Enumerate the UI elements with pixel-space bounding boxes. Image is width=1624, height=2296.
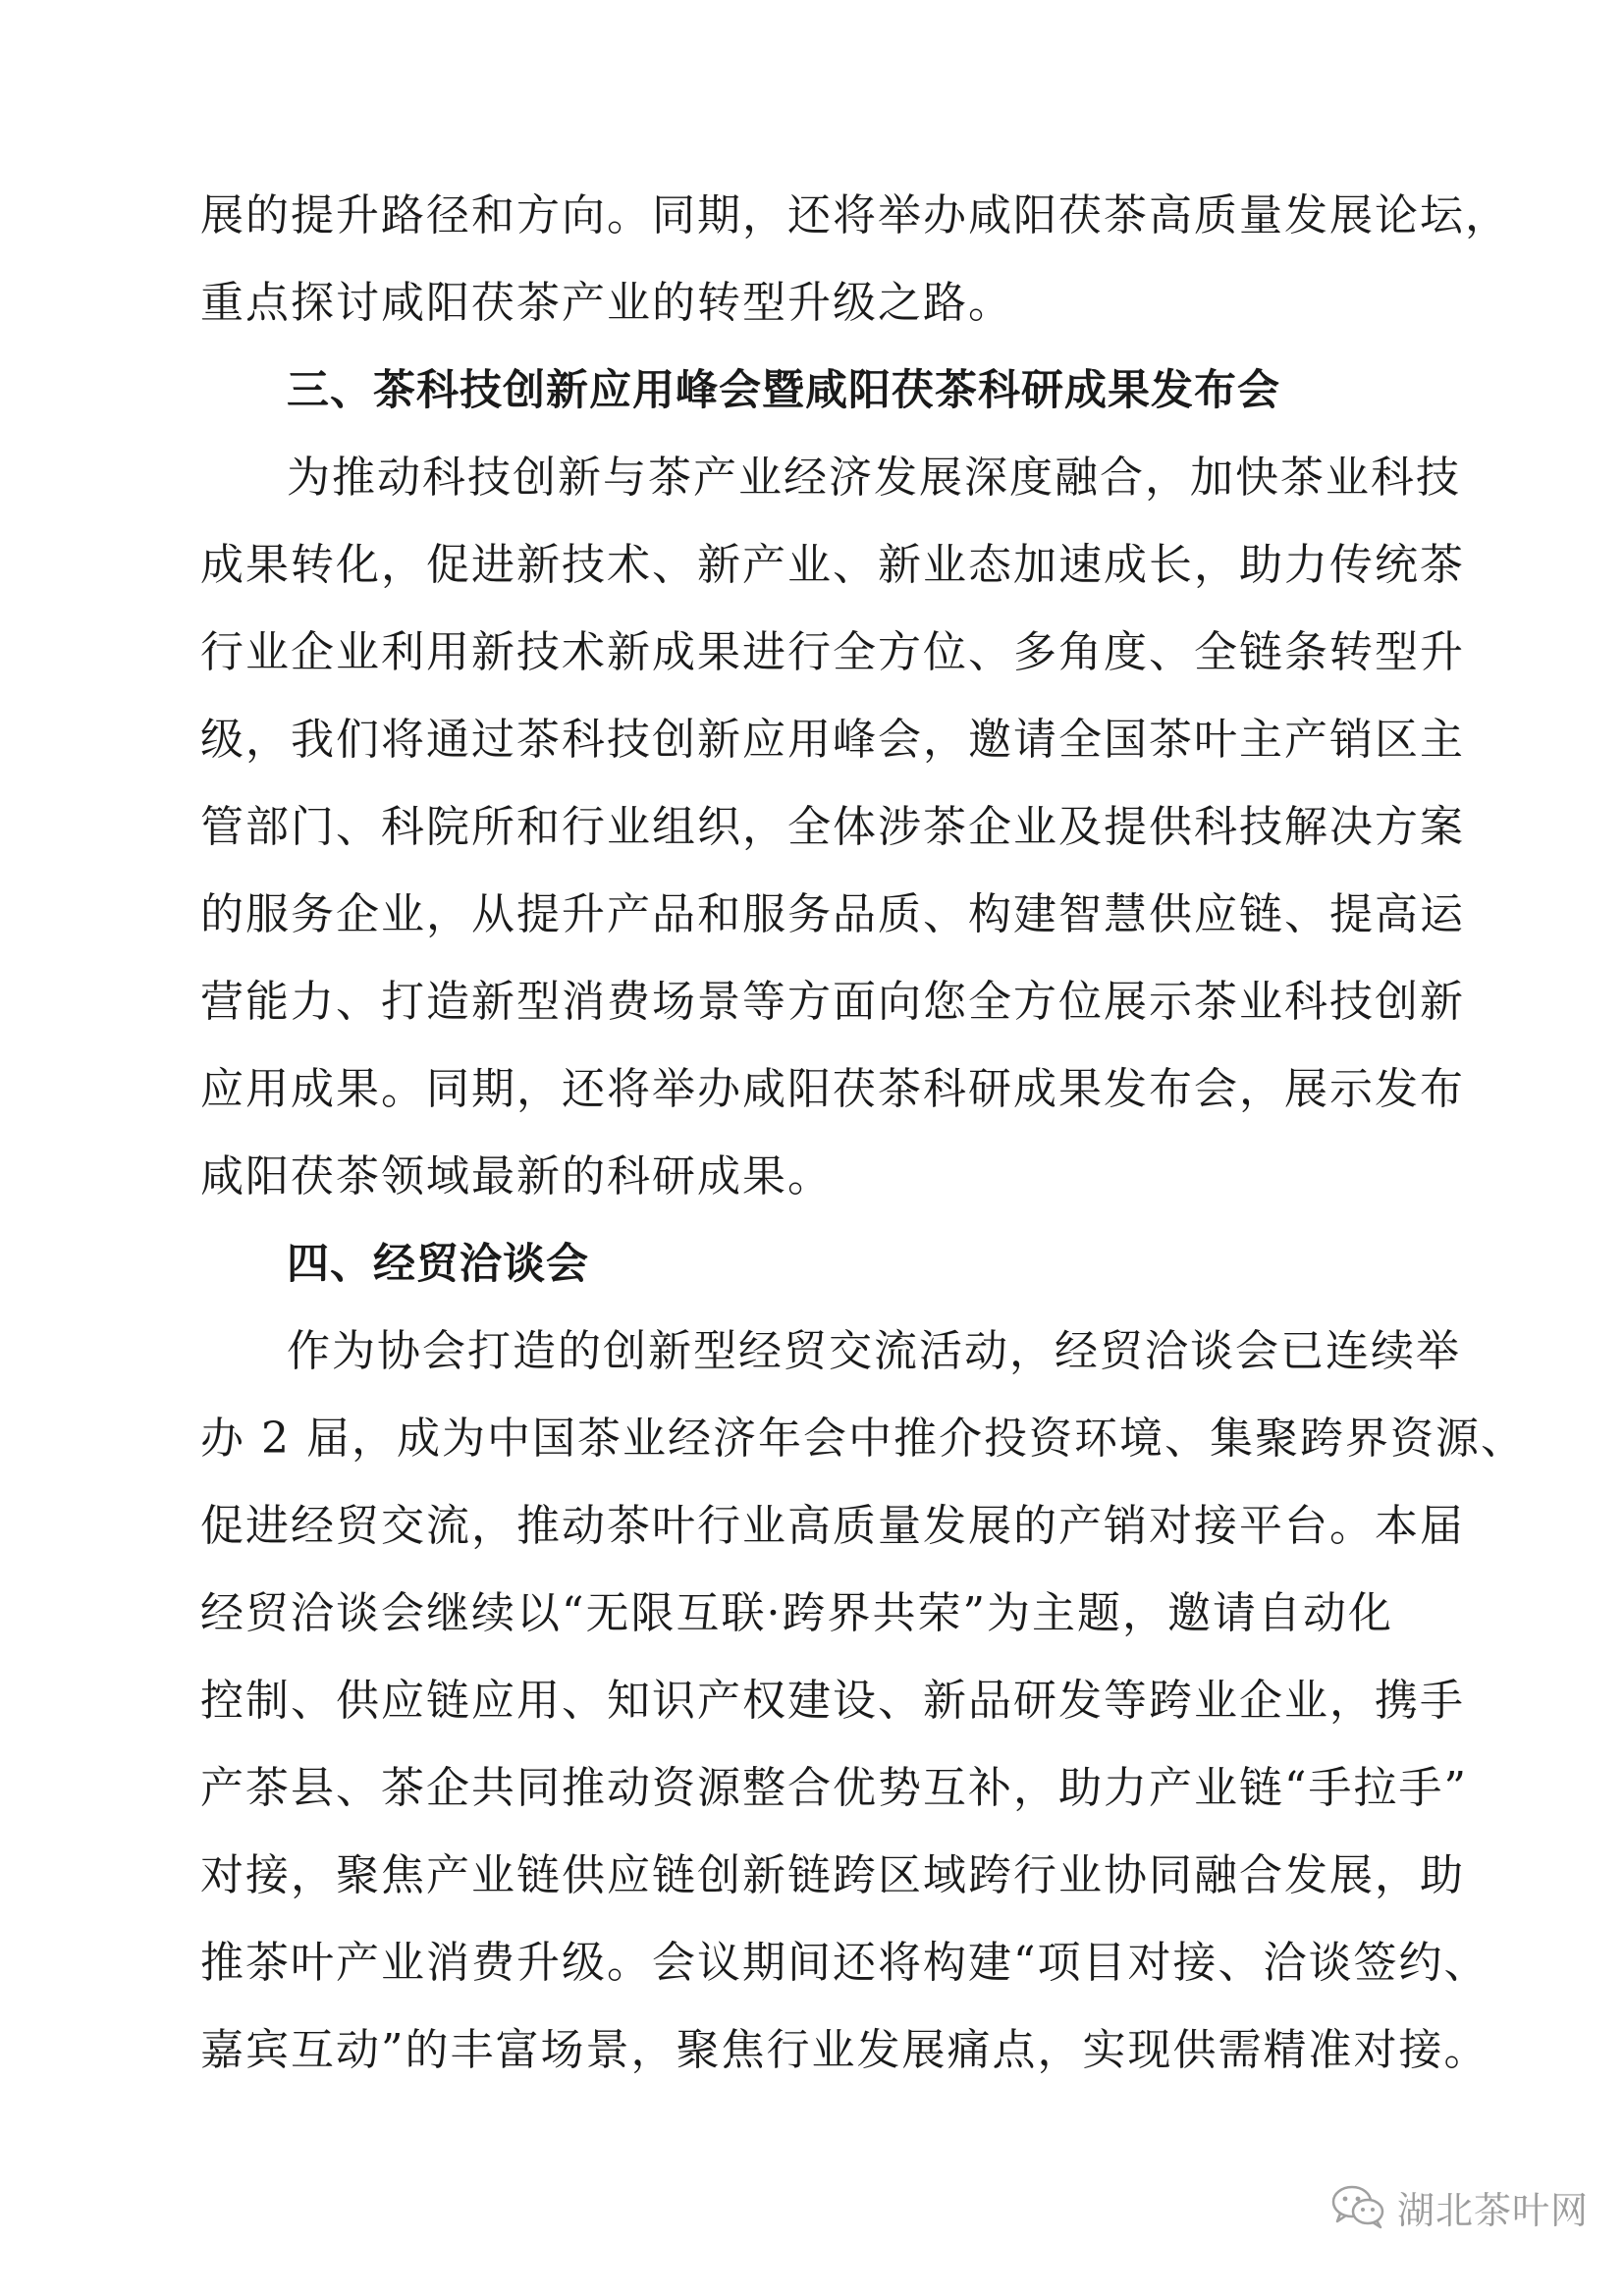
paragraph-line: 重点探讨咸阳茯茶产业的转型升级之路。 [200, 278, 1013, 328]
paragraph-line: 控制、供应链应用、知识产权建设、新品研发等跨业企业，携手 [200, 1676, 1465, 1726]
paragraph-line: 应用成果。同期，还将举办咸阳茯茶科研成果发布会，展示发布 [200, 1064, 1465, 1114]
section-heading: 三、茶科技创新应用峰会暨咸阳茯茶科研成果发布会 [287, 366, 1280, 415]
section-heading: 四、经贸洽谈会 [287, 1240, 589, 1289]
paragraph-line: 嘉宾互动”的丰富场景，聚焦行业发展痛点，实现供需精准对接。 [200, 2025, 1489, 2075]
paragraph-line: 促进经贸交流，推动茶叶行业高质量发展的产销对接平台。本届 [200, 1501, 1465, 1551]
paragraph-line: 营能力、打造新型消费场景等方面向您全方位展示茶业科技创新 [200, 977, 1465, 1027]
paragraph-line: 咸阳茯茶领域最新的科研成果。 [200, 1151, 833, 1201]
paragraph-line: 管部门、科院所和行业组织，全体涉茶企业及提供科技解决方案 [200, 802, 1465, 852]
paragraph-line: 产茶县、茶企共同推动资源整合优势互补，助力产业链“手拉手” [200, 1763, 1468, 1813]
paragraph-line: 为推动科技创新与茶产业经济发展深度融合，加快茶业科技 [287, 453, 1461, 503]
paragraph-line: 成果转化，促进新技术、新产业、新业态加速成长，助力传统茶 [200, 540, 1465, 590]
paragraph-line: 的服务企业，从提升产品和服务品质、构建智慧供应链、提高运 [200, 889, 1465, 939]
wechat-icon [1330, 2183, 1387, 2230]
paragraph-line: 作为协会打造的创新型经贸交流活动，经贸洽谈会已连续举 [287, 1326, 1461, 1376]
paragraph-line: 办 2 届，成为中国茶业经济年会中推介投资环境、集聚跨界资源、 [200, 1414, 1526, 1464]
paragraph-line: 推茶叶产业消费升级。会议期间还将构建“项目对接、洽谈签约、 [200, 1938, 1489, 1988]
watermark [1330, 2177, 1589, 2236]
paragraph-line: 展的提升路径和方向。同期，还将举办咸阳茯茶高质量发展论坛， [200, 190, 1510, 240]
paragraph-line: 经贸洽谈会继续以“无限互联·跨界共荣”为主题，邀请自动化 [200, 1588, 1393, 1638]
watermark-text: 湖北茶叶网 [1396, 2188, 1589, 2232]
paragraph-line: 对接，聚焦产业链供应链创新链跨区域跨行业协同融合发展，助 [200, 1850, 1465, 1900]
paragraph-line: 行业企业利用新技术新成果进行全方位、多角度、全链条转型升 [200, 627, 1465, 677]
paragraph-line: 级，我们将通过茶科技创新应用峰会，邀请全国茶叶主产销区主 [200, 715, 1465, 765]
